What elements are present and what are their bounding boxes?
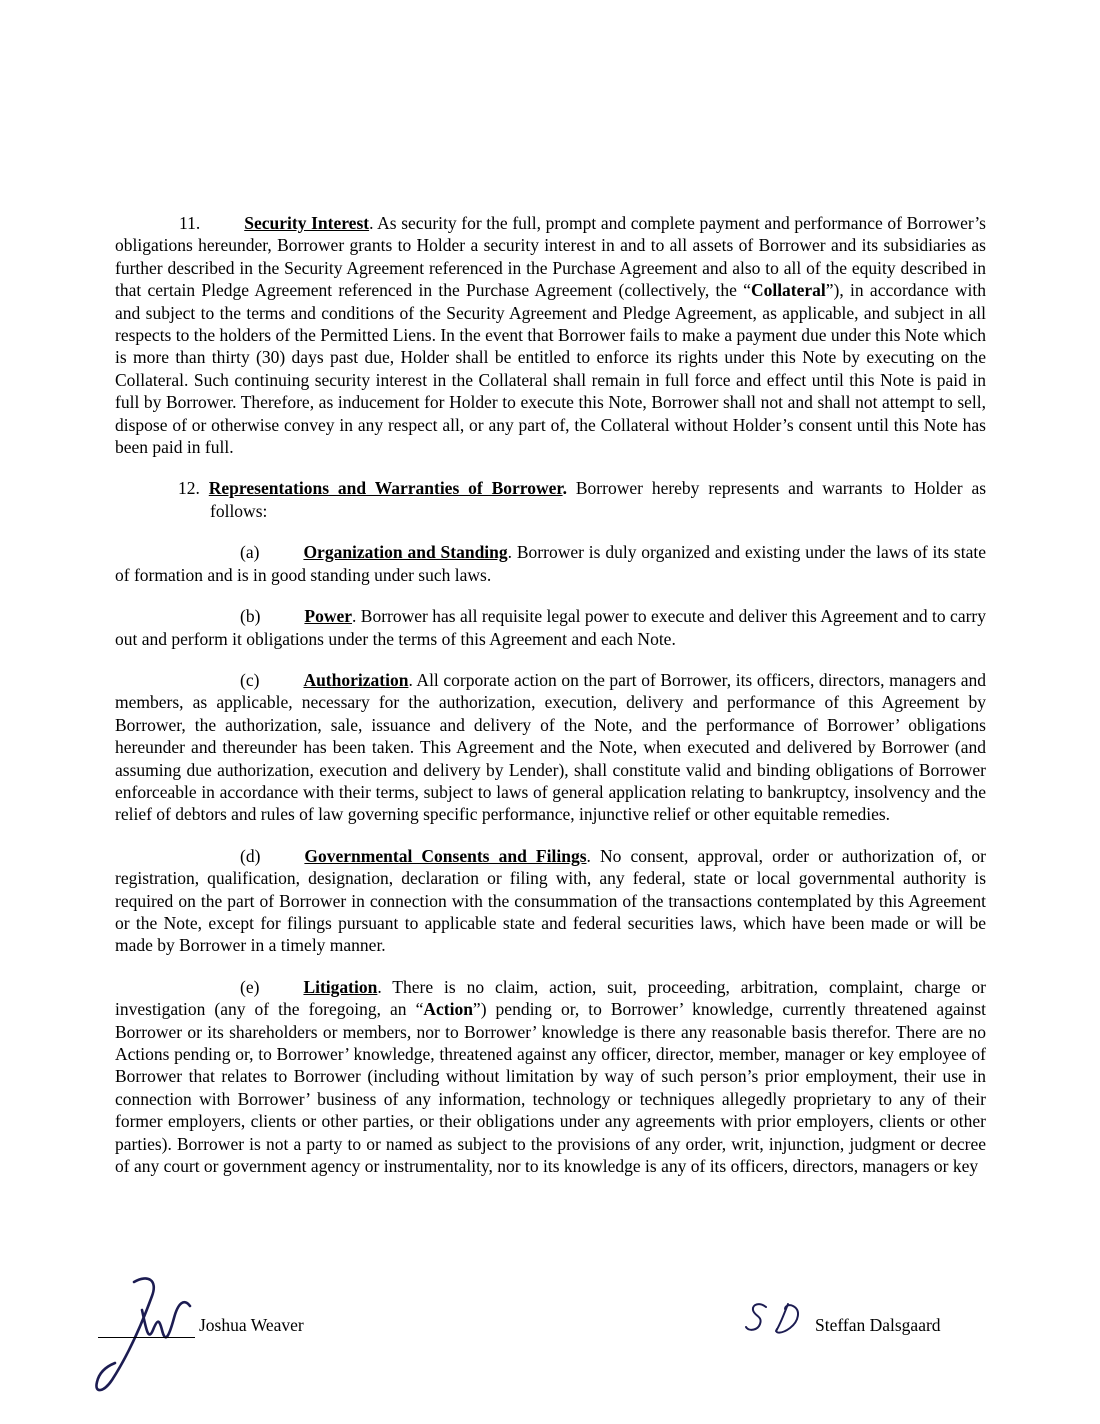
text-run: . All corporate action on the part of Borrower, its officers, directors, managers and members, as applicable, necessary for the authorization, execution, delivery and performance of this Agreement by Borrower, the authorization, sale, issuance and delivery of the Note, and the performance of Borrower’ obligations hereunder and thereunder has been taken. This Agreement and the Note, when executed and delivered by Borrower (and assuming due authorization, execution and delivery by Lender), shall constitute valid and binding obligations of Borrower enforceable in accordance with their terms, subject to laws of general application relating to bankruptcy, insolvency and the relief of debtors and rules of law governing specific performance, injunctive relief or other equitable remedies. (115, 669, 986, 825)
signature-line (98, 1337, 195, 1338)
steffan-dalsgaard-signature-icon (742, 1300, 808, 1336)
text-run: Action (423, 999, 473, 1020)
section-11-security-interest (115, 212, 986, 458)
text-run: (b) (240, 606, 261, 627)
text-run: (a) (240, 542, 260, 563)
text-run: ”) pending or, to Borrower’ knowledge, currently threatened against Borrower or its shareholders or members, nor to Borrower’ knowledge is there any reasonable basis therefor. There are no Actions pending or, to Borrower’ knowledge, threatened against any officer, director, member, manager or key employee of Borrower that relates to Borrower (including without limitation by way of such person’s prior employment, their use in connection with Borrower’ business of any information, technology or techniques allegedly proprietary to any of their former employers, clients or other parties, or their obligations under any agreements with prior employers, clients or other parties). Borrower is not a party to or named as subject to the provisions of any order, writ, injunction, judgment or decree of any court or government agency or instrumentality, nor to its knowledge is any of its officers, directors, managers or key (115, 999, 987, 1177)
section-12d-governmental-consents (115, 845, 986, 957)
text-run: . Borrower is duly organized and existing under the laws of its state of formation and is in good standing under such laws. (115, 542, 987, 585)
text-run: Power (304, 606, 353, 627)
text-run: 12. (178, 478, 209, 499)
text-run: Litigation (303, 976, 378, 997)
text-run: Collateral (750, 280, 826, 301)
text-run: . As security for the full, prompt and complete payment and performance of Borrower’s obligations hereunder, Borrower grants to Holder a security interest in and to all assets of Borrower and its subsidiaries as further described in the Security Agreement referenced in the Purchase Agreement and also to all of the equity described in that certain Pledge Agreement referenced in the Purchase Agreement (collectively, the “ (115, 213, 986, 301)
document-content (115, 212, 986, 1196)
text-run: . (562, 478, 567, 499)
text-run: Organization and Standing (303, 542, 508, 563)
text-run: . There is no claim, action, suit, proceeding, arbitration, complaint, charge or investigation (any of the foregoing, an “ (115, 976, 986, 1020)
text-run: . No consent, approval, order or authorization of, or registration, qualification, designation, declaration or filing with, any federal, state or local governmental authority is required on the part of Borrower in connection with the consummation of the transactions contemplated by this Agreement or the Note, except for filings pursuant to applicable state and federal securities laws, which have been made or will be made by Borrower in a timely manner. (115, 845, 987, 956)
signer-name-borrower: Joshua Weaver (199, 1315, 304, 1335)
text-run: (e) (240, 976, 260, 997)
text-run: . Borrower has all requisite legal power to execute and deliver this Agreement and to carry out and perform it obligations under the terms of this Agreement and each Note. (115, 606, 986, 649)
text-run: 11. (179, 213, 201, 233)
section-12b-power (115, 605, 986, 650)
section-12c-authorization (115, 669, 986, 826)
section-12e-litigation (115, 976, 986, 1178)
text-run: Governmental Consents and Filings (304, 845, 587, 866)
text-run: Security Interest (244, 213, 370, 233)
signer-name-holder: Steffan Dalsgaard (815, 1315, 941, 1335)
text-run: Representations and Warranties of Borrower (208, 478, 563, 499)
section-12a-organization-standing (115, 541, 986, 586)
section-12-representations-warranties (178, 477, 987, 522)
text-run: ”), in accordance with and subject to the terms and conditions of the Security Agreement and Pledge Agreement, as applicable, and subject in all respects to the holders of the Permitted Liens. In the event that Borrower fails to make a payment due under this Note which is more than thirty (30) days past due, Holder shall be entitled to enforce its rights under this Note by executing on the Collateral. Such continuing security interest in the Collateral shall remain in full force and effect until this Note is paid in full by Borrower. Therefore, as inducement for Holder to execute this Note, Borrower shall not and shall not attempt to sell, dispose of or otherwise convey in any respect all, or any part of, the Collateral without Holder’s consent until this Note has been paid in full. (115, 280, 986, 458)
text-run: (c) (240, 669, 260, 690)
text-run: Authorization (303, 669, 409, 690)
text-run: (d) (240, 845, 261, 866)
joshua-weaver-signature-icon (90, 1276, 195, 1396)
text-run: Borrower hereby represents and warrants to Holder as follows: (210, 478, 987, 521)
